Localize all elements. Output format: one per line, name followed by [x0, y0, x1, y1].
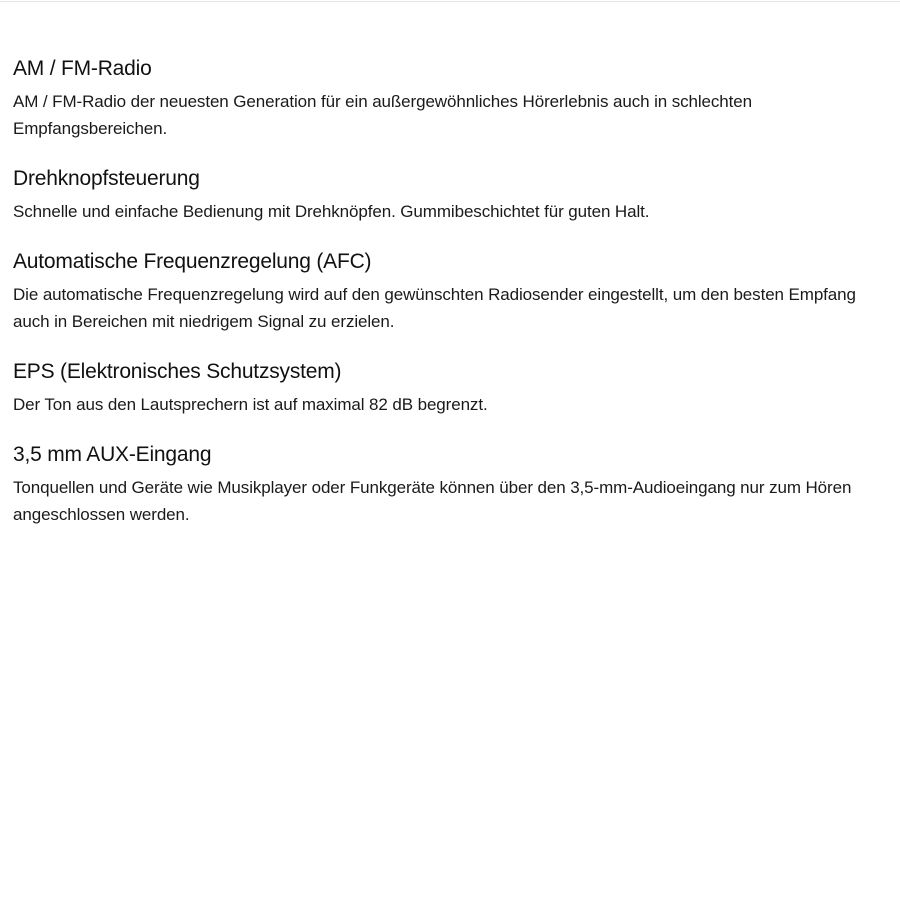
feature-title: EPS (Elektronisches Schutzsystem): [13, 360, 342, 383]
feature-description: Tonquellen und Geräte wie Musikplayer oder Funkgeräte können über den 3,5-mm-Audioeingang nur zum Hören angeschlossen werden.: [13, 478, 852, 524]
feature-title: 3,5 mm AUX-Eingang: [13, 443, 212, 466]
feature-list: [13, 52, 883, 548]
top-divider: [0, 0, 900, 2]
feature-eps: [13, 355, 883, 418]
feature-knob-control: [13, 162, 883, 225]
feature-am-fm-radio: [13, 52, 883, 142]
feature-description: Der Ton aus den Lautsprechern ist auf maximal 82 dB begrenzt.: [13, 395, 488, 414]
feature-title: Drehknopfsteuerung: [13, 167, 200, 190]
feature-description: Die automatische Frequenzregelung wird auf den gewünschten Radiosender eingestellt, um den besten Empfang auch in Bereichen mit niedrigem Signal zu erzielen.: [13, 285, 856, 331]
feature-aux-input: [13, 438, 883, 528]
feature-title: AM / FM-Radio: [13, 57, 152, 80]
feature-description: AM / FM-Radio der neuesten Generation für ein außergewöhnliches Hörerlebnis auch in schlechten Empfangsbereichen.: [13, 92, 752, 138]
feature-afc: [13, 245, 883, 335]
feature-title: Automatische Frequenzregelung (AFC): [13, 250, 372, 273]
feature-description: Schnelle und einfache Bedienung mit Drehknöpfen. Gummibeschichtet für guten Halt.: [13, 202, 650, 221]
